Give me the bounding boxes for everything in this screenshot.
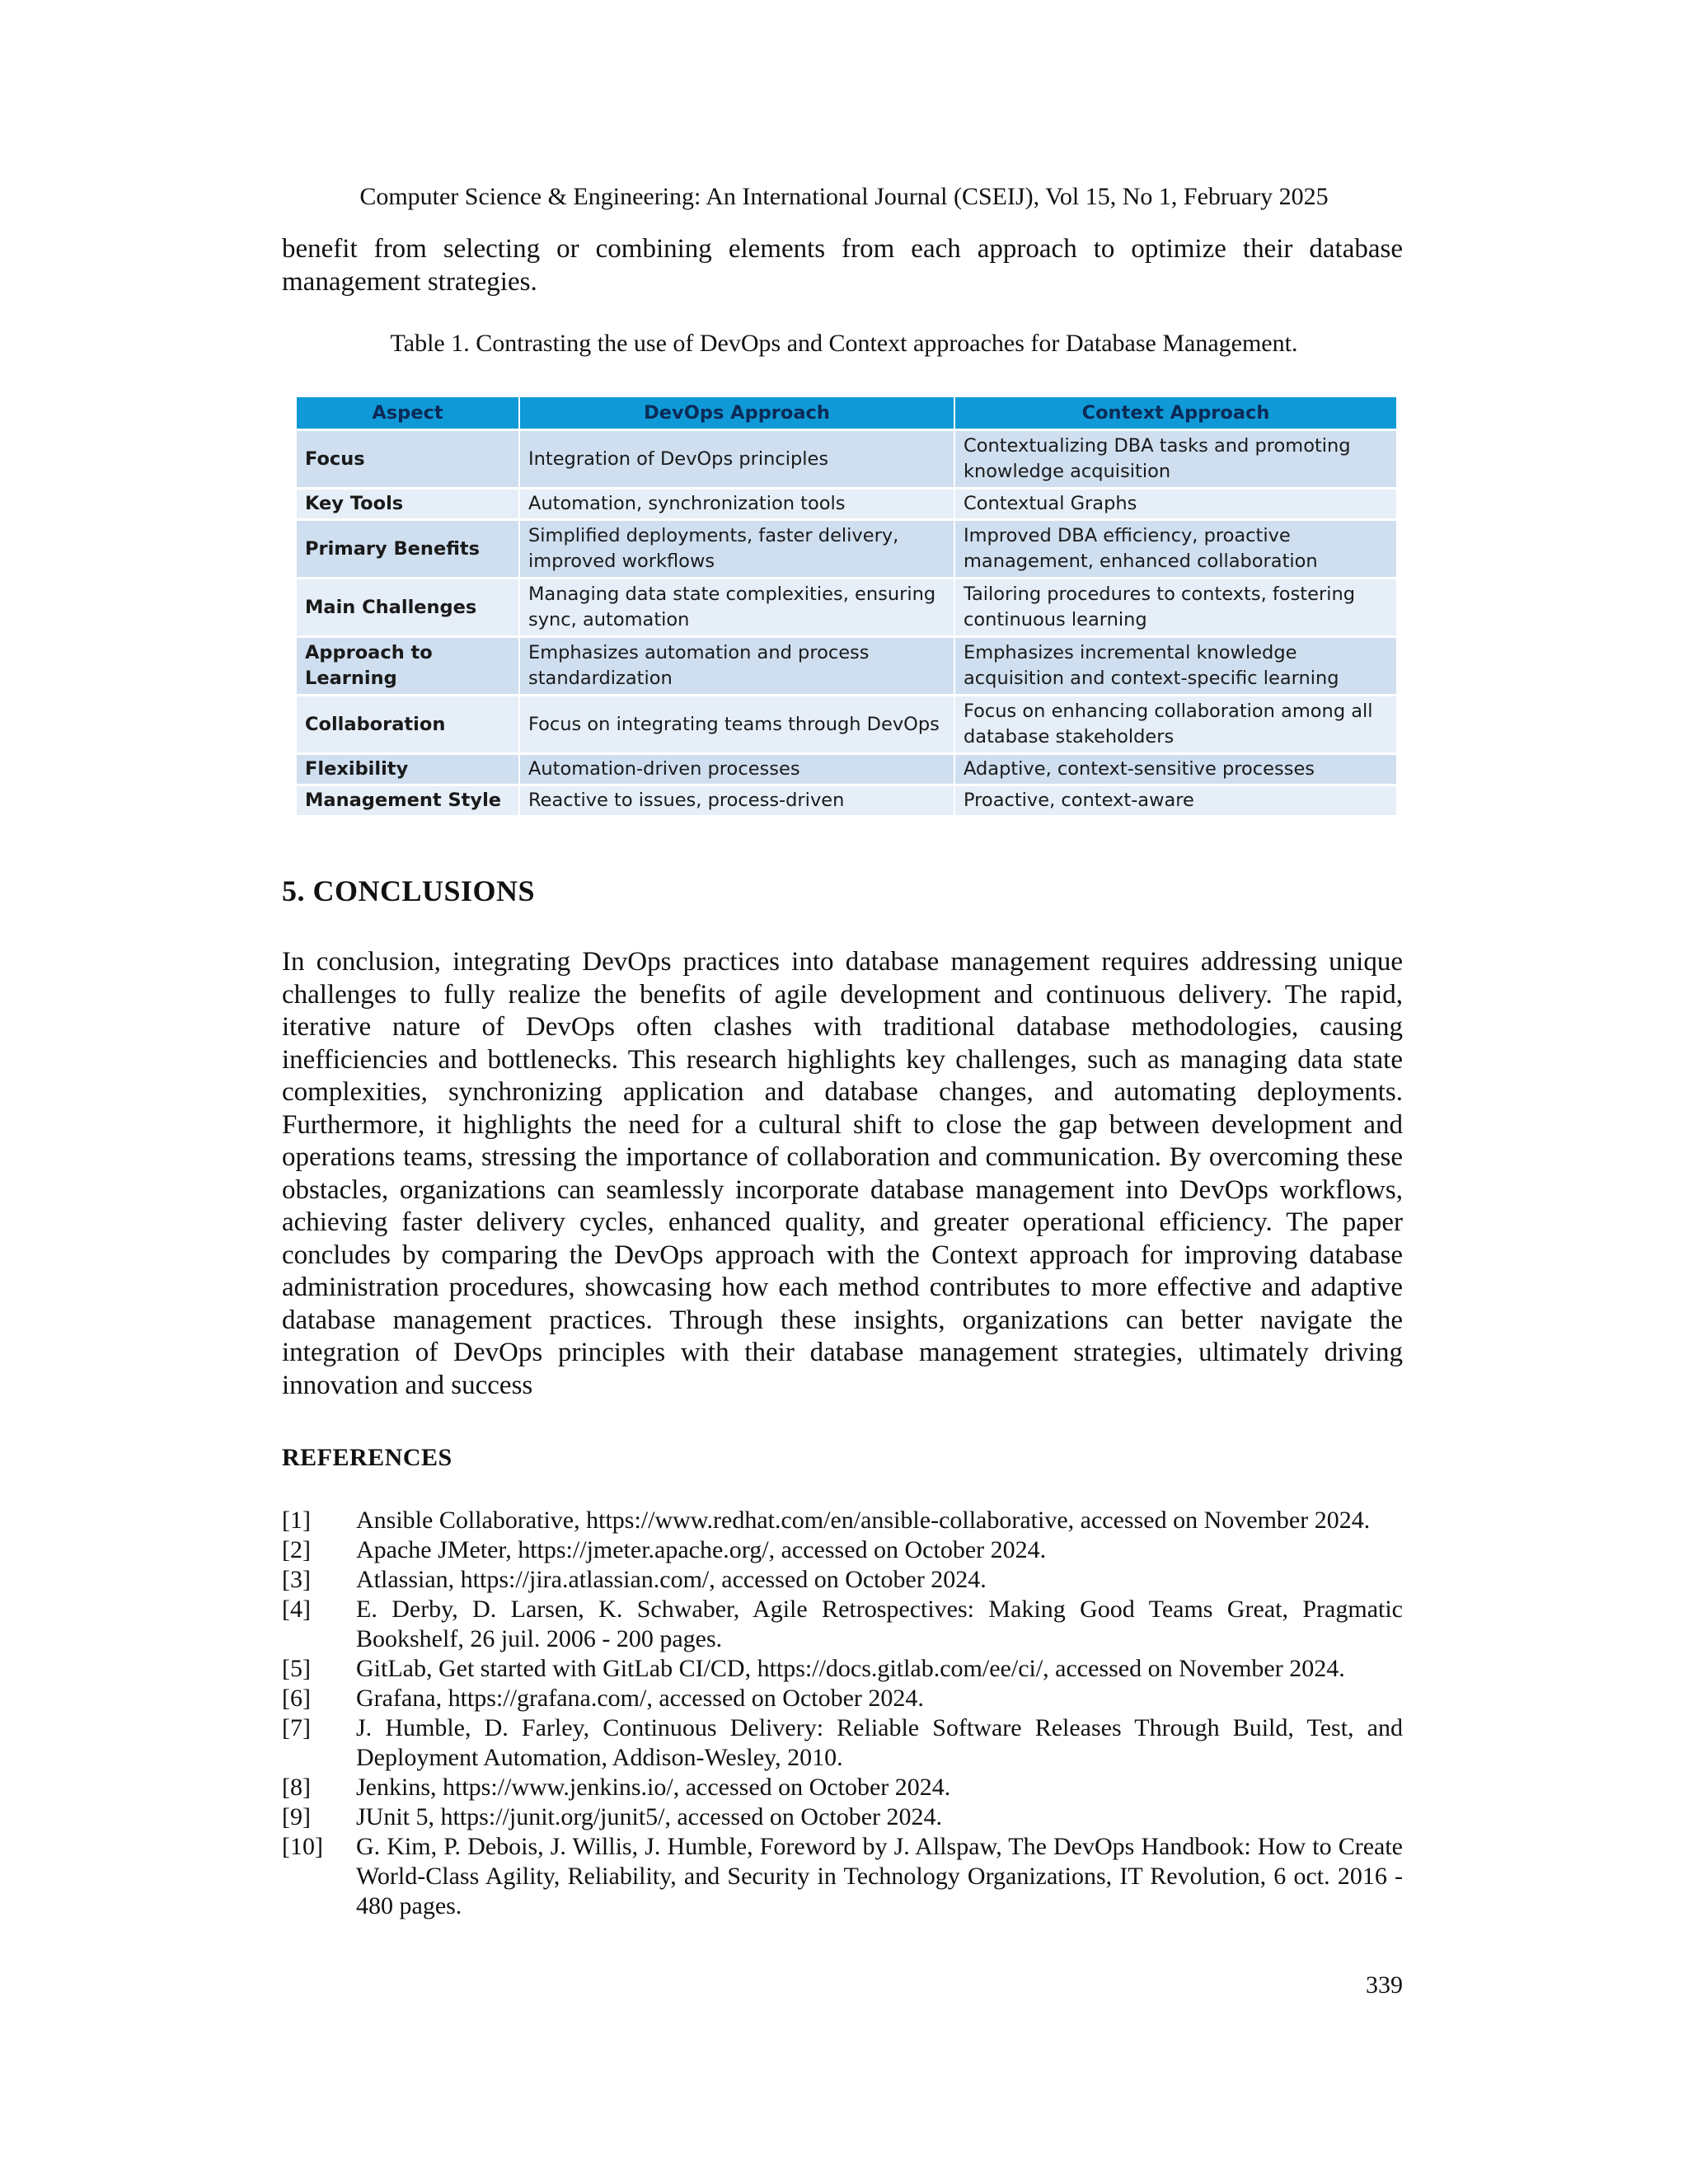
table-row (297, 785, 1396, 817)
reference-text: Apache JMeter, https://jmeter.apache.org/, accessed on October 2024. (356, 1536, 1047, 1563)
reference-item (282, 1802, 1403, 1832)
table-row (297, 430, 1396, 489)
table-cell-context: Improved DBA efficiency, proactive management, enhanced collaboration (954, 520, 1396, 579)
table-cell-aspect: Collaboration (297, 696, 519, 754)
table-cell-devops: Emphasizes automation and process standardization (519, 637, 954, 696)
references-list (282, 1506, 1403, 1921)
reference-text: Grafana, https://grafana.com/, accessed on October 2024. (356, 1685, 924, 1712)
reference-item (282, 1713, 1403, 1773)
reference-item (282, 1654, 1403, 1684)
table-cell-devops: Integration of DevOps principles (519, 430, 954, 489)
reference-number: [2] (282, 1536, 311, 1563)
table-cell-context: Emphasizes incremental knowledge acquisition and context-specific learning (954, 637, 1396, 696)
section-heading-conclusions: 5. CONCLUSIONS (282, 874, 536, 907)
reference-text: Jenkins, https://www.jenkins.io/, accessed on October 2024. (356, 1774, 951, 1801)
comparison-table (297, 397, 1396, 818)
reference-number: [9] (282, 1803, 311, 1830)
running-header: Computer Science & Engineering: An International Journal (CSEIJ), Vol 15, No 1, February 2025 (359, 183, 1329, 210)
intro-paragraph: benefit from selecting or combining elements from each approach to optimize their database management strategies. (282, 234, 1403, 297)
reference-text: Atlassian, https://jira.atlassian.com/, accessed on October 2024. (356, 1566, 987, 1593)
reference-text: E. Derby, D. Larsen, K. Schwaber, Agile Retrospectives: Making Good Teams Great, Pragmatic Bookshelf, 26 juil. 2006 - 200 pages. (356, 1596, 1403, 1652)
table-row (297, 520, 1396, 579)
reference-number: [1] (282, 1507, 311, 1534)
reference-text: GitLab, Get started with GitLab CI/CD, https://docs.gitlab.com/ee/ci/, accessed on November 2024. (356, 1655, 1345, 1682)
reference-number: [8] (282, 1774, 311, 1801)
table-cell-aspect: Key Tools (297, 489, 519, 520)
table-cell-devops: Automation, synchronization tools (519, 489, 954, 520)
reference-item (282, 1832, 1403, 1921)
table-row (297, 754, 1396, 785)
reference-text: JUnit 5, https://junit.org/junit5/, accessed on October 2024. (356, 1803, 943, 1830)
table-cell-aspect: Focus (297, 430, 519, 489)
reference-item (282, 1773, 1403, 1802)
table-cell-context: Proactive, context-aware (954, 785, 1396, 817)
table-cell-context: Contextual Graphs (954, 489, 1396, 520)
reference-number: [5] (282, 1655, 311, 1682)
table-cell-context: Focus on enhancing collaboration among all database stakeholders (954, 696, 1396, 754)
table-row (297, 696, 1396, 754)
reference-item (282, 1535, 1403, 1565)
column-header-aspect: Aspect (297, 397, 519, 430)
table-header-row (297, 397, 1396, 430)
table-cell-aspect: Main Challenges (297, 579, 519, 637)
column-header-devops: DevOps Approach (519, 397, 954, 430)
reference-text: Ansible Collaborative, https://www.redhat.com/en/ansible-collaborative, accessed on November 2024. (356, 1507, 1371, 1534)
reference-number: [7] (282, 1714, 311, 1741)
table-cell-devops: Automation-driven processes (519, 754, 954, 785)
table-cell-context: Adaptive, context-sensitive processes (954, 754, 1396, 785)
table-row (297, 579, 1396, 637)
table-row (297, 489, 1396, 520)
table-cell-aspect: Primary Benefits (297, 520, 519, 579)
reference-number: [3] (282, 1566, 311, 1593)
column-header-context: Context Approach (954, 397, 1396, 430)
page-number: 339 (1366, 1971, 1403, 1999)
conclusions-paragraph: In conclusion, integrating DevOps practices into database management requires addressing unique challenges to fully realize the benefits of agile development and continuous delivery. The rapid, iterative nature of DevOps often clashes with traditional database methodologies, causing inefficiencies and bottlenecks. This research highlights key challenges, such as managing data state complexities, synchronizing application and database changes, and automating deployments. Furthermore, it highlights the need for a cultural shift to close the gap between development and operations teams, stressing the importance of collaboration and communication. By overcoming these obstacles, organizations can seamlessly incorporate database management into DevOps workflows, achieving faster delivery cycles, enhanced quality, and greater operational efficiency. The paper concludes by comparing the DevOps approach with the Context approach for improving database administration procedures, showcasing how each method contributes to more effective and adaptive database management practices. Through these insights, organizations can better navigate the integration of DevOps principles with their database management strategies, ultimately driving innovation and success (282, 947, 1403, 1400)
table-cell-devops: Managing data state complexities, ensuring sync, automation (519, 579, 954, 637)
reference-item (282, 1565, 1403, 1595)
table-cell-devops: Simplified deployments, faster delivery, improved workflows (519, 520, 954, 579)
table-row (297, 637, 1396, 696)
reference-item (282, 1684, 1403, 1713)
reference-item (282, 1595, 1403, 1654)
table-cell-aspect: Management Style (297, 785, 519, 817)
table-cell-context: Contextualizing DBA tasks and promoting knowledge acquisition (954, 430, 1396, 489)
references-heading: REFERENCES (282, 1444, 452, 1471)
reference-number: [6] (282, 1685, 311, 1712)
table-cell-context: Tailoring procedures to contexts, fostering continuous learning (954, 579, 1396, 637)
table-cell-devops: Reactive to issues, process-driven (519, 785, 954, 817)
reference-number: [4] (282, 1596, 311, 1623)
table-caption: Table 1. Contrasting the use of DevOps and Context approaches for Database Management. (390, 330, 1298, 357)
reference-text: J. Humble, D. Farley, Continuous Delivery: Reliable Software Releases Through Build, Test, and Deployment Automation, Addison-Wesley, 2010. (356, 1714, 1403, 1771)
table-cell-aspect: Approach to Learning (297, 637, 519, 696)
reference-text: G. Kim, P. Debois, J. Willis, J. Humble, Foreword by J. Allspaw, The DevOps Handbook: How to Create World-Class Agility, Reliability, and Security in Technology Organizations, IT Revolution, 6 oct. 2016 - 480 pages. (356, 1833, 1403, 1919)
table-cell-aspect: Flexibility (297, 754, 519, 785)
reference-item (282, 1506, 1403, 1535)
reference-number: [10] (282, 1833, 323, 1860)
table-cell-devops: Focus on integrating teams through DevOps (519, 696, 954, 754)
